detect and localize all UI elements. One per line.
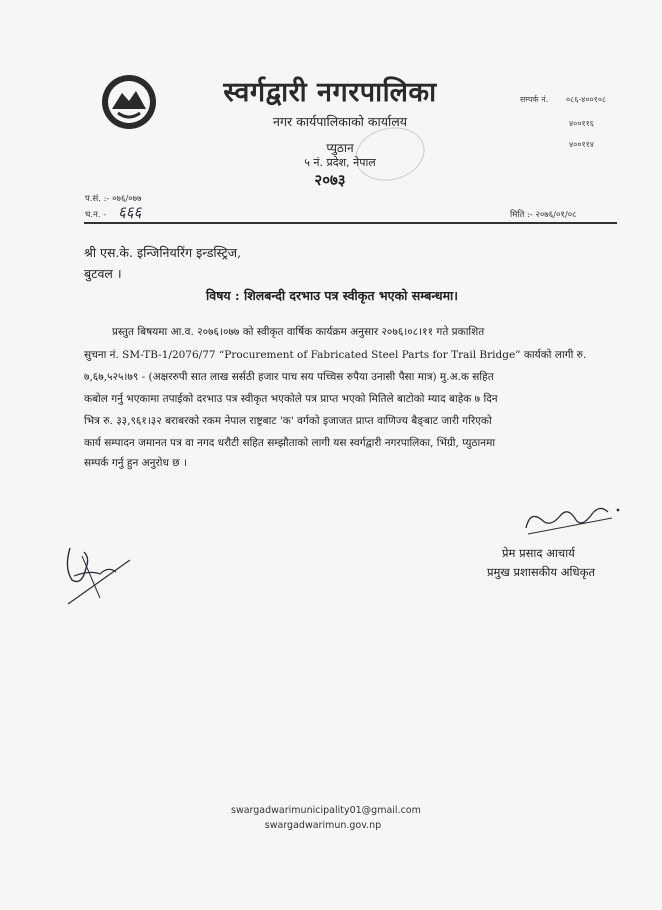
body-line: कार्य सम्पादन जमानत पत्र वा नगद धरौटी सहित सम्झौताको लागी यस स्वर्गद्वारी नगरपालिका, भिंग्री, प्युठानमा [84, 437, 496, 449]
dispatch-label: च.न. - [85, 210, 107, 220]
established-year: २०७३ [314, 171, 346, 189]
office-stamp [350, 120, 431, 187]
org-office: नगर कार्यपालिकाको कार्यालय [273, 114, 407, 129]
signatory-title: प्रमुख प्रशासकीय अधिकृत [487, 565, 595, 579]
body-line: ७,६७,५२५।७९ - (अक्षररुपी सात लाख सर्सठी हजार पाच सय पच्चिस रुपैया उनासी पैसा मात्र) मु.अ.क सहित [84, 371, 494, 383]
org-province: ५ नं. प्रदेश, नेपाल [304, 156, 376, 169]
contact-label: सम्पर्क नं. [520, 95, 549, 104]
header-divider [84, 222, 617, 224]
dispatch-number: ६६६ [118, 203, 142, 221]
reference-number: प.सं. :- ०७६/०७७ [85, 194, 142, 204]
initial-signature [60, 538, 140, 608]
signatory-name: प्रेम प्रसाद आचार्य [502, 546, 575, 560]
org-district: प्युठान [326, 141, 354, 155]
addressee-city: बुटवल । [84, 266, 122, 281]
phone-number: ४००११४ [569, 140, 594, 149]
phone-number: ०८६-४००१०८ [566, 95, 607, 104]
body-line: सुचना नं. SM-TB-1/2076/77 “Procurement of Fabricated Steel Parts for Trail Bridge” कार्यको लागी रु. [84, 349, 587, 361]
body-line: भित्र रु. ३३,९६१।३२ बराबरको रकम नेपाल राष्ट्रबाट 'क' वर्गको इजाजत प्राप्त वाणिज्य बैङ्बाट जारी गरिएको [84, 415, 492, 427]
body-line: कबोल गर्नु भएकामा तपाईको दरभाउ पत्र स्वीकृत भएकोले पत्र प्राप्त भएको मितिले बाटोको म्याद बाहेक ७ दिन [84, 393, 498, 405]
org-name: स्वर्गद्वारी नगरपालिका [223, 77, 437, 108]
addressee-name: श्री एस.के. इन्जिनियरिंग इन्डस्ट्रिज, [84, 245, 242, 260]
footer-email: swargadwarimunicipality01@gmail.com [231, 805, 421, 816]
officer-signature [520, 498, 625, 538]
letter-subject: विषय : शिलबन्दी दरभाउ पत्र स्वीकृत भएको सम्बन्धमा। [206, 288, 459, 303]
body-line: सम्पर्क गर्नु हुन अनुरोध छ । [84, 457, 187, 469]
municipality-emblem-icon [100, 73, 158, 131]
footer-website: swargadwarimun.gov.np [264, 820, 382, 831]
body-line: प्रस्तुत बिषयमा आ.व. २०७६।०७७ को स्वीकृत वार्षिक कार्यक्रम अनुसार २०७६।०८।११ गते प्रकाशित [112, 326, 485, 338]
phone-number: ४००११६ [569, 119, 594, 128]
letter-date: मिति :- २०७६/०१/०८ [510, 210, 577, 220]
